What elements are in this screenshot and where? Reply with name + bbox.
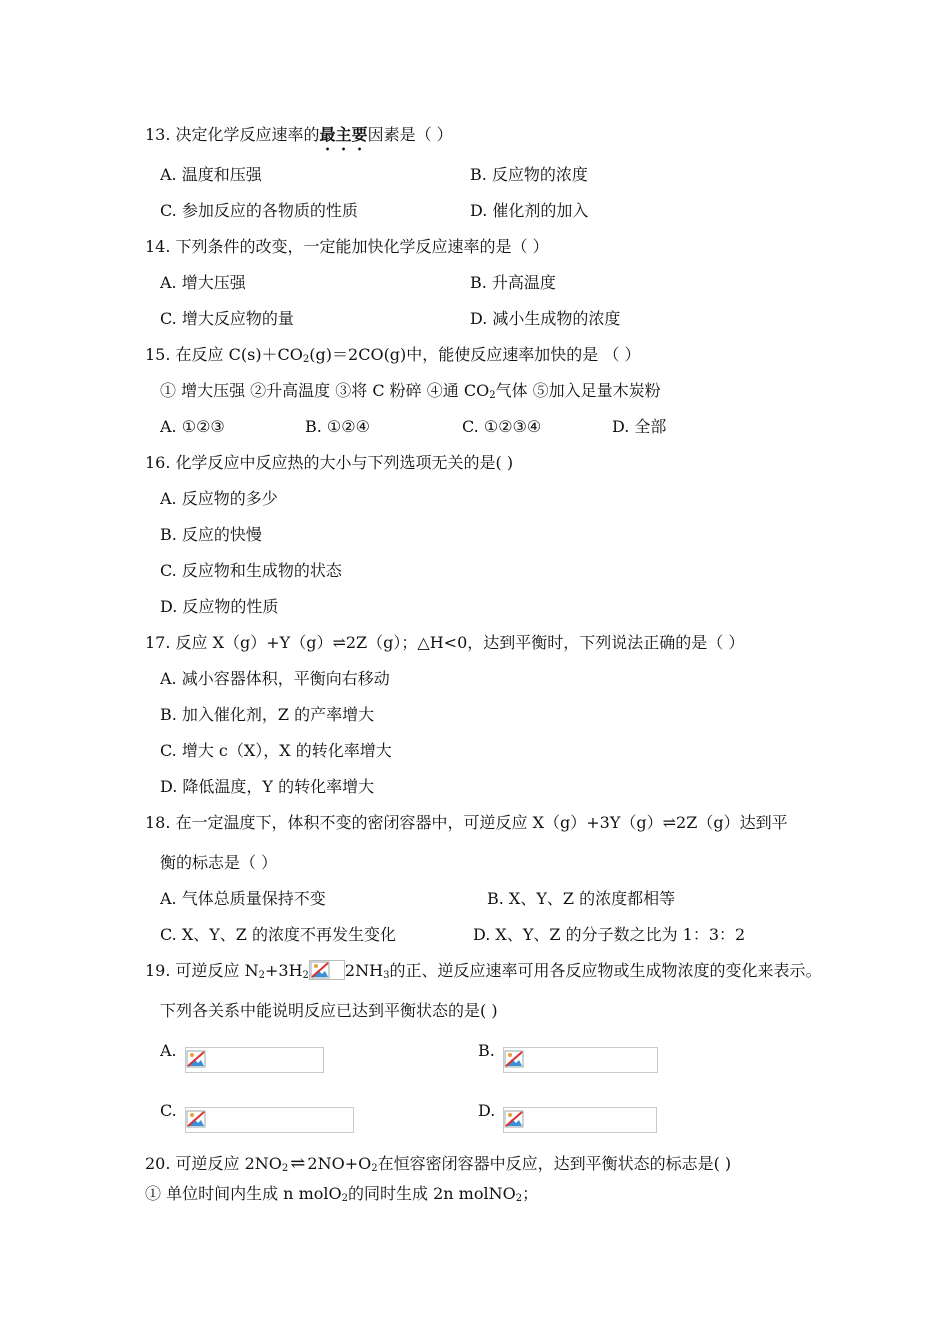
broken-image-icon xyxy=(504,1110,526,1130)
broken-image-icon xyxy=(504,1050,526,1070)
q18-option-b[interactable]: B. X、Y、Z 的浓度都相等 xyxy=(487,889,676,908)
q18-stem-line1: 18. 在一定温度下，体积不变的密闭容器中，可逆反应 X（g）+3Y（g）⇌2Z（g）达到平 xyxy=(145,813,788,832)
q19-option-b-label[interactable]: B. xyxy=(478,1041,495,1060)
q17-option-c[interactable]: C. 增大 c（X），X 的转化率增大 xyxy=(160,741,392,760)
q13-option-c[interactable]: C. 参加反应的各物质的性质 xyxy=(160,201,358,220)
q18-option-a[interactable]: A. 气体总质量保持不变 xyxy=(160,889,326,908)
q15-option-b[interactable]: B. ①②④ xyxy=(305,417,370,436)
q19-option-a-label[interactable]: A. xyxy=(160,1041,177,1060)
q19-stem-line1: 19. 可逆反应 $N_2+3H_2$ $2NH_3$的正、逆反应速率可用各反应物或生成物浓度的变化来表示。 xyxy=(145,961,822,981)
q19-option-d-label[interactable]: D. xyxy=(478,1101,496,1120)
q17-option-d[interactable]: D. 降低温度，Y 的转化率增大 xyxy=(160,777,375,796)
q20-stem: 20. 可逆反应 $2NO_2$ ⇌ $2NO+O_2$在恒容密闭容器中反应，达到平衡状态的标志是( ) xyxy=(145,1153,732,1174)
q14-option-b[interactable]: B. 升高温度 xyxy=(470,273,556,292)
q16-option-a[interactable]: A. 反应物的多少 xyxy=(160,489,278,508)
q13-emphasis: 最主要 xyxy=(319,125,368,144)
q13-option-b[interactable]: B. 反应物的浓度 xyxy=(470,165,588,184)
q17-stem: 17. 反应 X（g）+Y（g）⇌2Z（g）；△H<0，达到平衡时，下列说法正确的是（ ） xyxy=(145,633,745,652)
q19-option-d-image[interactable] xyxy=(503,1107,657,1133)
q15-conditions: ① 增大压强 ②升高温度 ③将 C 粉碎 ④通 $CO_2$气体 ⑤加入足量木炭粉 xyxy=(160,381,661,401)
q14-option-d[interactable]: D. 减小生成物的浓度 xyxy=(470,309,621,328)
broken-image-icon xyxy=(186,1050,208,1070)
q17-option-a[interactable]: A. 减小容器体积，平衡向右移动 xyxy=(160,669,390,688)
q15-option-a[interactable]: A. ①②③ xyxy=(160,417,225,436)
q19-option-c-image[interactable] xyxy=(185,1107,354,1133)
q19-option-a-image[interactable] xyxy=(185,1047,324,1073)
q19-stem-line2: 下列各关系中能说明反应已达到平衡状态的是( ) xyxy=(160,1001,498,1020)
q20-item-1: ① 单位时间内生成 n molO$_2$的同时生成 2n molNO$_2$； xyxy=(145,1184,539,1204)
q14-option-a[interactable]: A. 增大压强 xyxy=(160,273,246,292)
q15-option-c[interactable]: C. ①②③④ xyxy=(462,417,542,436)
q15-stem: 15. 在反应 $C(s)+CO_2(g)=2CO(g)$中，能使反应速率加快的是 （ ） xyxy=(145,345,641,365)
q18-option-d[interactable]: D. X、Y、Z 的分子数之比为 1：3：2 xyxy=(473,925,746,944)
q19-option-b-image[interactable] xyxy=(503,1047,658,1073)
q13-option-a[interactable]: A. 温度和压强 xyxy=(160,165,262,184)
q19-option-c-label[interactable]: C. xyxy=(160,1101,177,1120)
q16-option-d[interactable]: D. 反应物的性质 xyxy=(160,597,279,616)
q16-stem: 16. 化学反应中反应热的大小与下列选项无关的是( ) xyxy=(145,453,514,472)
broken-image-icon xyxy=(309,960,345,980)
q14-option-c[interactable]: C. 增大反应物的量 xyxy=(160,309,294,328)
q13-stem: 13. 决定化学反应速率的最主要因素是（ ） xyxy=(145,125,453,144)
equilibrium-arrow: ⇌ xyxy=(290,1153,306,1174)
broken-image-icon xyxy=(186,1110,208,1130)
q15-option-d[interactable]: D. 全部 xyxy=(612,417,667,436)
q18-option-c[interactable]: C. X、Y、Z 的浓度不再发生变化 xyxy=(160,925,397,944)
q18-stem-line2: 衡的标志是（ ） xyxy=(160,853,278,872)
q13-option-d[interactable]: D. 催化剂的加入 xyxy=(470,201,589,220)
q17-option-b[interactable]: B. 加入催化剂，Z 的产率增大 xyxy=(160,705,375,724)
q16-option-c[interactable]: C. 反应物和生成物的状态 xyxy=(160,561,342,580)
q14-stem: 14. 下列条件的改变，一定能加快化学反应速率的是（ ） xyxy=(145,237,549,256)
q16-option-b[interactable]: B. 反应的快慢 xyxy=(160,525,262,544)
